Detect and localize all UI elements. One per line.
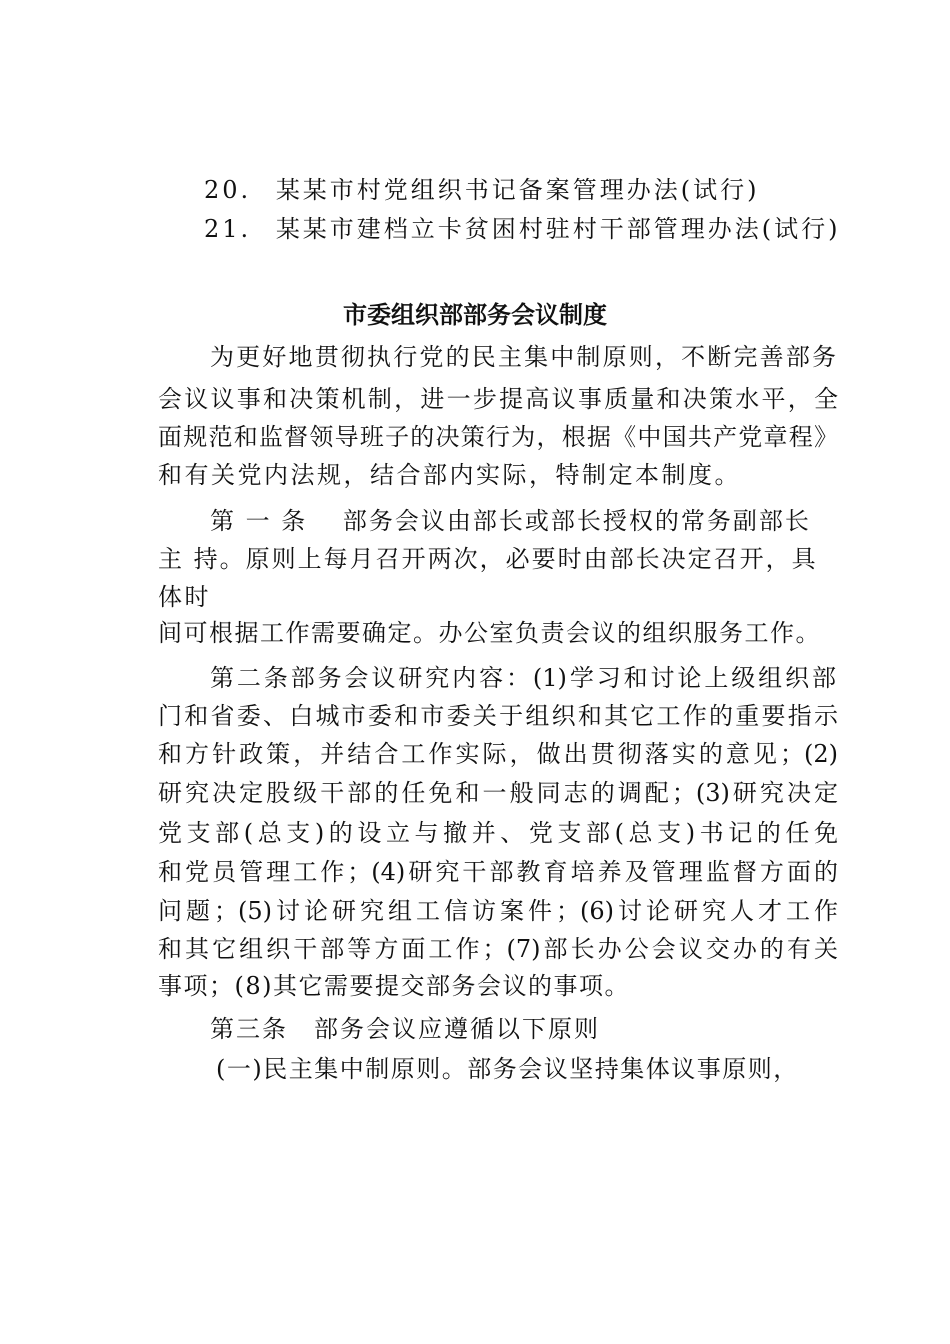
list-item-20 bbox=[204, 175, 884, 205]
article-2-line-7: 问题；(5)讨论研究组工信访案件；(6)讨论研究人才工作 bbox=[158, 897, 838, 925]
article-3-item-1: (一)民主集中制原则。部务会议坚持集体议事原则， bbox=[216, 1055, 799, 1083]
body-line-2: 会议议事和决策机制，进一步提高议事质量和决策水平，全 bbox=[158, 385, 838, 413]
article-2-line-1: 第二条部务会议研究内容：(1)学习和讨论上级组织部 bbox=[210, 664, 836, 692]
document-title: 市委组织部部务会议制度 bbox=[343, 301, 607, 329]
list-item-number: 21. bbox=[204, 215, 252, 243]
article-2-line-8: 和其它组织干部等方面工作；(7)部长办公会议交办的有关 bbox=[158, 935, 838, 963]
article-1-line-3: 体时 bbox=[158, 583, 211, 611]
list-item-text: 某某市建档立卡贫困村驻村干部管理办法(试行) bbox=[275, 215, 841, 243]
list-item-21 bbox=[204, 214, 884, 244]
body-line-1: 为更好地贯彻执行党的民主集中制原则，不断完善部务 bbox=[210, 343, 836, 371]
article-2-line-9: 事项；(8)其它需要提交部务会议的事项。 bbox=[158, 972, 630, 1000]
article-2-line-3: 和方针政策，并结合工作实际，做出贯彻落实的意见；(2) bbox=[158, 740, 838, 768]
article-1-line-2: 主 持。原则上每月召开两次，必要时由部长决定召开，具 bbox=[158, 545, 818, 573]
article-2-line-6: 和党员管理工作；(4)研究干部教育培养及管理监督方面的 bbox=[158, 858, 838, 886]
article-2-line-2: 门和省委、白城市委和市委关于组织和其它工作的重要指示 bbox=[158, 702, 838, 730]
body-line-3: 面规范和监督领导班子的决策行为，根据《中国共产党章程》 bbox=[158, 423, 838, 451]
article-2-line-4: 研究决定股级干部的任免和一般同志的调配；(3)研究决定 bbox=[158, 779, 838, 807]
article-3-heading: 第三条 部务会议应遵循以下原则 bbox=[210, 1015, 600, 1043]
article-1-line-4: 间可根据工作需要确定。办公室负责会议的组织服务工作。 bbox=[158, 619, 821, 647]
body-line-4: 和有关党内法规，结合部内实际，特制定本制度。 bbox=[158, 461, 741, 489]
list-item-text: 某某市村党组织书记备案管理办法(试行) bbox=[275, 176, 760, 204]
article-1-line-1: 第 一 条 部务会议由部长或部长授权的常务副部长 bbox=[210, 507, 811, 535]
article-2-line-5: 党支部(总支)的设立与撤并、党支部(总支)书记的任免 bbox=[158, 819, 838, 847]
list-item-number: 20. bbox=[204, 176, 252, 204]
